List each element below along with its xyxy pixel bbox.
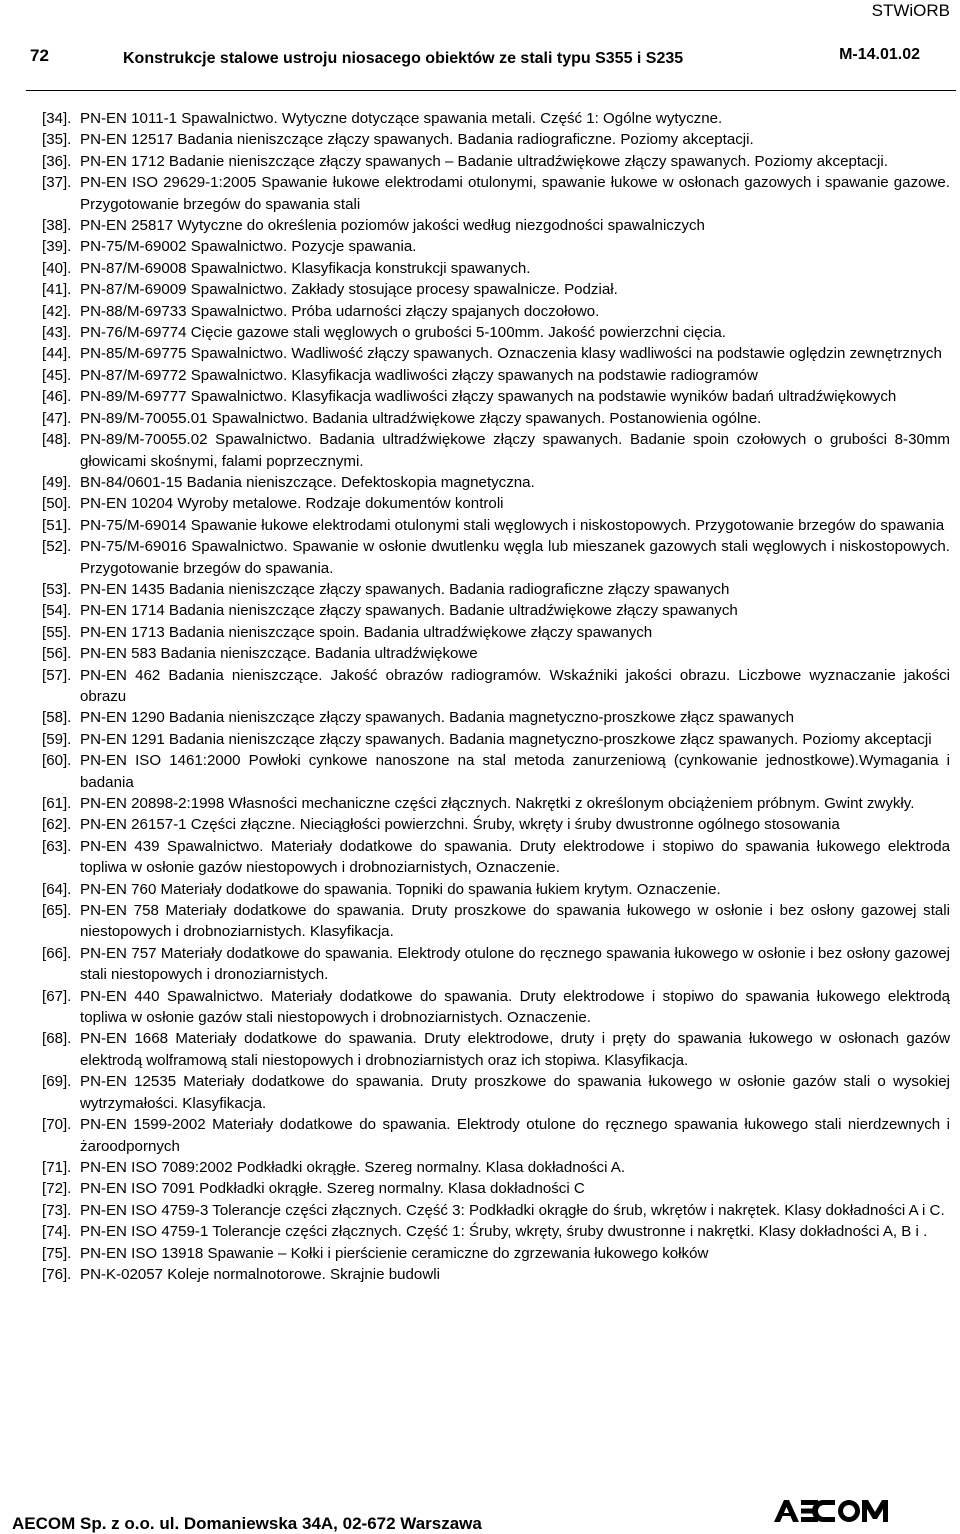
reference-text: PN-K-02057 Koleje normalnotorowe. Skrajnie budowli (80, 1265, 440, 1283)
reference-text: PN-75/M-69002 Spawalnictwo. Pozycje spawania. (80, 238, 417, 256)
reference-number: [47]. (42, 409, 72, 427)
reference-text: PN-EN 439 Spawalnictwo. Materiały dodatkowe do spawania. Druty elektrodowe i stopiwo do spawania łukowego elektroda topliwa w osłonie gazów niestopowych i drobnoziarnistych, Oznaczenie. (80, 837, 950, 877)
header-divider (26, 90, 956, 91)
reference-number: [42]. (42, 302, 72, 320)
reference-text: BN-84/0601-15 Badania nieniszczące. Defektoskopia magnetyczna. (80, 473, 535, 491)
reference-text: PN-85/M-69775 Spawalnictwo. Wadliwość złączy spawanych. Oznaczenia klasy wadliwości na podstawie oględzin zewnętrznych (80, 345, 942, 363)
reference-text: PN-EN 1291 Badania nieniszczące złączy spawanych. Badania magnetyczno-proszkowe złącz spawanych. Poziomy akceptacji (80, 730, 932, 748)
reference-number: [39]. (42, 238, 72, 256)
reference-number: [72]. (42, 1180, 72, 1198)
reference-text: PN-EN 760 Materiały dodatkowe do spawania. Topniki do spawania łukiem krytym. Oznaczenie. (80, 880, 721, 898)
reference-text: PN-EN 583 Badania nieniszczące. Badania ultradźwiękowe (80, 645, 478, 663)
reference-number: [50]. (42, 495, 72, 513)
reference-item (42, 1221, 950, 1242)
reference-text: PN-EN 440 Spawalnictwo. Materiały dodatkowe do spawania. Druty elektrodowe i stopiwo do spawania łukowego elektrodą topliwa w osłonie gazów stali niestopowych i drobnoziarnistych. Oznaczenie. (80, 987, 950, 1027)
reference-text: PN-EN ISO 13918 Spawanie – Kołki i pierścienie ceramiczne do zgrzewania łukowego kołków (80, 1244, 709, 1262)
reference-number: [62]. (42, 816, 72, 834)
reference-text: PN-EN 26157-1 Części złączne. Nieciągłości powierzchni. Śruby, wkręty i śruby dwustronne ogólnego stosowania (80, 816, 840, 834)
reference-number: [53]. (42, 580, 72, 598)
reference-text: PN-87/M-69008 Spawalnictwo. Klasyfikacja konstrukcji spawanych. (80, 259, 531, 277)
reference-item (42, 493, 950, 514)
reference-number: [36]. (42, 152, 72, 170)
reference-text: PN-EN ISO 4759-3 Tolerancje części złącznych. Część 3: Podkładki okrągłe do śrub, wkrętów i nakrętek. Klasy dokładności A i C. (80, 1201, 945, 1219)
reference-item (42, 1157, 950, 1178)
reference-item (42, 365, 950, 386)
reference-item (42, 707, 950, 728)
reference-text: PN-EN 10204 Wyroby metalowe. Rodzaje dokumentów kontroli (80, 495, 504, 513)
reference-text: PN-EN 12535 Materiały dodatkowe do spawania. Druty proszkowe do spawania łukowego w osłonie gazów stali o wysokiej wytrzymałości. Klasyfikacja. (80, 1073, 950, 1112)
reference-item (42, 622, 950, 643)
reference-item (42, 1028, 950, 1071)
reference-number: [46]. (42, 388, 72, 406)
reference-number: [65]. (42, 902, 72, 920)
page-footer (12, 1510, 942, 1534)
reference-item (42, 836, 950, 879)
reference-item (42, 343, 950, 364)
reference-item (42, 579, 950, 600)
reference-item (42, 1243, 950, 1264)
reference-number: [58]. (42, 709, 72, 727)
reference-text: PN-89/M-70055.02 Spawalnictwo. Badania ultradźwiękowe złączy spawanych. Badanie spoin czołowych o grubości 8-30mm głowicami skośnymi, falami poprzecznymi. (80, 431, 950, 470)
reference-item (42, 386, 950, 407)
reference-item (42, 943, 950, 986)
reference-item (42, 600, 950, 621)
reference-item (42, 301, 950, 322)
reference-text: PN-88/M-69733 Spawalnictwo. Próba udarności złączy spajanych doczołowo. (80, 302, 600, 320)
reference-number: [66]. (42, 944, 72, 962)
reference-text: PN-EN 757 Materiały dodatkowe do spawania. Elektrody otulone do ręcznego spawania łukowego w osłonie i bez osłony gazowej stali niestopowych i dronoziarnistych. (80, 944, 950, 984)
reference-item (42, 900, 950, 943)
page-header (30, 38, 926, 74)
reference-item (42, 129, 950, 150)
reference-text: PN-EN 462 Badania nieniszczące. Jakość obrazów radiogramów. Wskaźniki jakości obrazu. Liczbowe wyznaczanie jakości obrazu (80, 666, 950, 705)
reference-item (42, 793, 950, 814)
aecom-logo (772, 1498, 896, 1528)
reference-number: [48]. (42, 431, 72, 449)
reference-number: [76]. (42, 1265, 72, 1283)
reference-number: [41]. (42, 281, 72, 299)
page-number: 72 (30, 46, 49, 65)
reference-text: PN-75/M-69016 Spawalnictwo. Spawanie w osłonie dwutlenku węgla lub mieszanek gazowych stali węglowych i niskostopowych. Przygotowanie brzegów do spawania. (80, 538, 950, 577)
reference-item (42, 215, 950, 236)
reference-item (42, 472, 950, 493)
reference-number: [60]. (42, 752, 72, 770)
reference-number: [68]. (42, 1030, 72, 1048)
reference-text: PN-EN 1712 Badanie nieniszczące złączy spawanych – Badanie ultradźwiękowe złączy spawanych. Poziomy akceptacji. (80, 152, 888, 170)
reference-number: [75]. (42, 1244, 72, 1262)
reference-text: PN-EN ISO 7089:2002 Podkładki okrągłe. Szereg normalny. Klasa dokładności A. (80, 1158, 626, 1176)
reference-text: PN-EN 758 Materiały dodatkowe do spawania. Druty proszkowe do spawania łukowego w osłonie i bez osłony gazowej stali niestopowych i drobnoziarnistych. Klasyfikacja. (80, 902, 950, 941)
reference-item (42, 429, 950, 472)
reference-number: [67]. (42, 987, 72, 1005)
reference-item (42, 279, 950, 300)
reference-item (42, 515, 950, 536)
document-title: Konstrukcje stalowe ustroju niosacego obiektów ze stali typu S355 i S235 (123, 50, 684, 67)
reference-number: [40]. (42, 259, 72, 277)
reference-text: PN-EN 1290 Badania nieniszczące złączy spawanych. Badania magnetyczno-proszkowe złącz spawanych (80, 709, 794, 727)
reference-number: [43]. (42, 324, 72, 342)
reference-text: PN-EN 1011-1 Spawalnictwo. Wytyczne dotyczące spawania metali. Część 1: Ogólne wytyczne. (80, 110, 723, 127)
reference-text: PN-EN ISO 1461:2000 Powłoki cynkowe nanoszone na stal metoda zanurzeniową (cynkowanie jednostkowe).Wymagania i badania (80, 752, 950, 791)
reference-number: [71]. (42, 1158, 72, 1176)
reference-item (42, 108, 950, 129)
reference-list (42, 108, 950, 1285)
reference-number: [63]. (42, 837, 72, 855)
brand-label: STWiORB (871, 1, 950, 20)
reference-item (42, 1264, 950, 1285)
reference-item (42, 1200, 950, 1221)
reference-text: PN-76/M-69774 Cięcie gazowe stali węglowych o grubości 5-100mm. Jakość powierzchni cięcia. (80, 324, 726, 342)
reference-item (42, 408, 950, 429)
reference-text: PN-87/M-69772 Spawalnictwo. Klasyfikacja wadliwości złączy spawanych na podstawie radiogramów (80, 366, 758, 384)
reference-number: [34]. (42, 110, 72, 127)
reference-item (42, 1114, 950, 1157)
reference-number: [61]. (42, 795, 72, 812)
reference-text: PN-EN ISO 7091 Podkładki okrągłe. Szereg normalny. Klasa dokładności C (80, 1180, 585, 1198)
reference-number: [74]. (42, 1223, 72, 1241)
reference-item (42, 750, 950, 793)
reference-number: [59]. (42, 730, 72, 748)
reference-item (42, 151, 950, 172)
reference-number: [55]. (42, 623, 72, 641)
reference-text: PN-EN 1668 Materiały dodatkowe do spawania. Druty elektrodowe, druty i pręty do spawania łukowego w osłonach gazów elektrodą wolframową stali niestopowych i drobnoziarnistych oraz ich stopiwa. Klasyfikacja. (80, 1030, 950, 1069)
reference-item (42, 236, 950, 257)
reference-number: [54]. (42, 602, 72, 620)
reference-text: PN-87/M-69009 Spawalnictwo. Zakłady stosujące procesy spawalnicze. Podział. (80, 281, 618, 299)
reference-number: [45]. (42, 366, 72, 384)
reference-text: PN-EN 1599-2002 Materiały dodatkowe do spawania. Elektrody otulone do ręcznego spawania łukowego stali nierdzewnych i żaroodpornych (80, 1116, 950, 1155)
reference-number: [52]. (42, 538, 72, 556)
reference-text: PN-EN 12517 Badania nieniszczące złączy spawanych. Badania radiograficzne. Poziomy akceptacji. (80, 131, 754, 149)
reference-number: [49]. (42, 473, 72, 491)
reference-text: PN-89/M-70055.01 Spawalnictwo. Badania ultradźwiękowe złączy spawanych. Postanowienia ogólne. (80, 409, 762, 427)
reference-number: [64]. (42, 880, 72, 898)
reference-number: [57]. (42, 666, 72, 684)
reference-item (42, 1071, 950, 1114)
reference-number: [70]. (42, 1116, 72, 1134)
reference-number: [73]. (42, 1201, 72, 1219)
reference-text: PN-89/M-69777 Spawalnictwo. Klasyfikacja wadliwości złączy spawanych na podstawie wyników badań ultradźwiękowych (80, 388, 897, 406)
reference-item (42, 643, 950, 664)
reference-item (42, 1178, 950, 1199)
reference-item (42, 729, 950, 750)
reference-item (42, 322, 950, 343)
reference-text: PN-EN 1714 Badania nieniszczące złączy spawanych. Badanie ultradźwiękowe złączy spawanych (80, 602, 738, 620)
reference-number: [44]. (42, 345, 72, 363)
reference-text: PN-EN 25817 Wytyczne do określenia poziomów jakości według niezgodności spawalniczych (80, 217, 705, 235)
reference-number: [69]. (42, 1073, 72, 1091)
reference-item (42, 258, 950, 279)
reference-item (42, 665, 950, 708)
reference-number: [56]. (42, 645, 72, 663)
reference-text: PN-EN 1435 Badania nieniszczące złączy spawanych. Badania radiograficzne złączy spawanych (80, 580, 730, 598)
company-address: AECOM Sp. z o.o. ul. Domaniewska 34A, 02-672 Warszawa (12, 1514, 482, 1533)
reference-item (42, 879, 950, 900)
reference-text: PN-EN ISO 4759-1 Tolerancje części złącznych. Część 1: Śruby, wkręty, śruby dwustronne i nakrętki. Klasy dokładności A, B i . (80, 1223, 928, 1241)
reference-item (42, 536, 950, 579)
document-code: M-14.01.02 (839, 46, 920, 63)
reference-number: [38]. (42, 217, 72, 235)
reference-number: [51]. (42, 516, 72, 534)
reference-number: [37]. (42, 174, 72, 192)
reference-text: PN-EN 1713 Badania nieniszczące spoin. Badania ultradźwiękowe złączy spawanych (80, 623, 653, 641)
reference-text: PN-EN 20898-2:1998 Własności mechaniczne części złącznych. Nakrętki z określonym obciążeniem próbnym. Gwint zwykły. (80, 795, 915, 812)
reference-item (42, 172, 950, 215)
reference-text: PN-EN ISO 29629-1:2005 Spawanie łukowe elektrodami otulonymi, spawanie łukowe w osłonach gazowych i spawanie gazowe. Przygotowanie brzegów do spawania stali (80, 174, 950, 213)
reference-number: [35]. (42, 131, 72, 149)
reference-text: PN-75/M-69014 Spawanie łukowe elektrodami otulonymi stali węglowych i niskostopowych. Przygotowanie brzegów do spawania (80, 516, 945, 534)
reference-item (42, 986, 950, 1029)
reference-item (42, 814, 950, 835)
